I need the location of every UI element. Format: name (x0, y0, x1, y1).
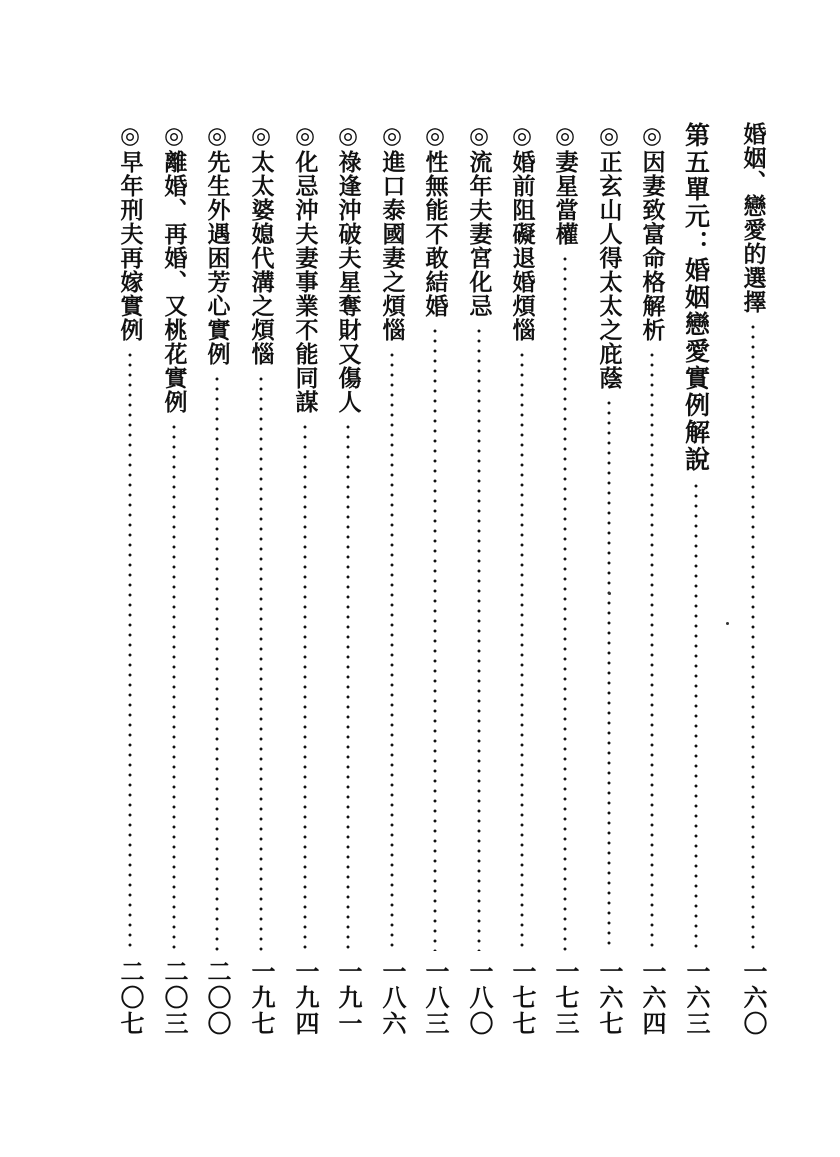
entry-page-number: 一六三 (682, 959, 711, 1037)
entry-title: 婚姻、戀愛的選擇 (739, 122, 767, 314)
entry-page-number: 一八六 (378, 959, 407, 1037)
dot-leader (346, 422, 350, 951)
entry-page-number: 一六七 (595, 959, 624, 1037)
entry-page-number: 二〇三 (160, 959, 189, 1037)
toc-entry[interactable] (459, 122, 499, 1037)
entry-title: ◎流年夫妻宮化忌 (465, 122, 493, 318)
toc-entry[interactable] (154, 122, 194, 1037)
entry-title: ◎離婚、再婚、又桃花實例 (160, 122, 188, 414)
entry-page-number: 一六〇 (739, 959, 768, 1037)
toc-entry-marriage-choice[interactable] (733, 122, 773, 1037)
entry-title: ◎太太婆媳代溝之煩惱 (247, 122, 275, 366)
entry-page-number: 一八〇 (465, 959, 494, 1037)
entry-title: ◎性無能不敢結婚 (421, 122, 449, 318)
entry-page-number: 一七三 (551, 959, 580, 1037)
toc-entry[interactable] (285, 122, 325, 1037)
entry-title: ◎因妻致富命格解析 (638, 122, 666, 342)
entry-title: ◎正玄山人得太太之庇蔭 (595, 122, 623, 390)
dot-leader (215, 374, 219, 951)
dot-leader (650, 350, 654, 951)
entry-page-number: 一九一 (334, 959, 363, 1037)
dot-leader (520, 350, 524, 951)
scan-speck (608, 592, 611, 595)
dot-leader (390, 350, 394, 951)
entry-page-number: 一八三 (421, 959, 450, 1037)
dot-leader (128, 350, 132, 951)
toc-entry[interactable] (415, 122, 455, 1037)
dot-leader (607, 398, 611, 951)
section-heading: 第五單元：婚姻戀愛實例解說 (681, 122, 711, 473)
entry-page-number: 二〇〇 (203, 959, 232, 1037)
entry-page-number: 一九四 (291, 959, 320, 1037)
toc-entry[interactable] (632, 122, 672, 1037)
dot-leader (172, 422, 176, 951)
toc-heading-unit-five[interactable] (676, 122, 716, 1037)
toc-entry[interactable] (241, 122, 281, 1037)
entry-title: ◎進口泰國妻之煩惱 (378, 122, 406, 342)
dot-leader (477, 326, 481, 951)
entry-title: ◎祿逢沖破夫星奪財又傷人 (334, 122, 362, 414)
dot-leader (751, 322, 755, 951)
entry-page-number: 一九七 (247, 959, 276, 1037)
toc-entry[interactable] (328, 122, 368, 1037)
toc-entry[interactable] (110, 122, 150, 1037)
toc-entry[interactable] (502, 122, 542, 1037)
entry-page-number: 一七七 (508, 959, 537, 1037)
entry-title: ◎婚前阻礙退婚煩惱 (508, 122, 536, 342)
dot-leader (694, 481, 698, 951)
dot-leader (303, 422, 307, 951)
toc-entry[interactable] (197, 122, 237, 1037)
entry-title: ◎早年刑夫再嫁實例 (116, 122, 144, 342)
toc-entry[interactable] (372, 122, 412, 1037)
scan-speck (726, 622, 729, 625)
dot-leader (433, 326, 437, 951)
entry-title: ◎妻星當權 (551, 122, 579, 246)
entry-title: ◎化忌沖夫妻事業不能同謀 (291, 122, 319, 414)
dot-leader (563, 254, 567, 951)
entry-title: ◎先生外遇困芳心實例 (203, 122, 231, 366)
toc-entry[interactable] (589, 122, 629, 1037)
entry-page-number: 二〇七 (116, 959, 145, 1037)
dot-leader (259, 374, 263, 951)
entry-page-number: 一六四 (638, 959, 667, 1037)
toc-entry[interactable] (545, 122, 585, 1037)
